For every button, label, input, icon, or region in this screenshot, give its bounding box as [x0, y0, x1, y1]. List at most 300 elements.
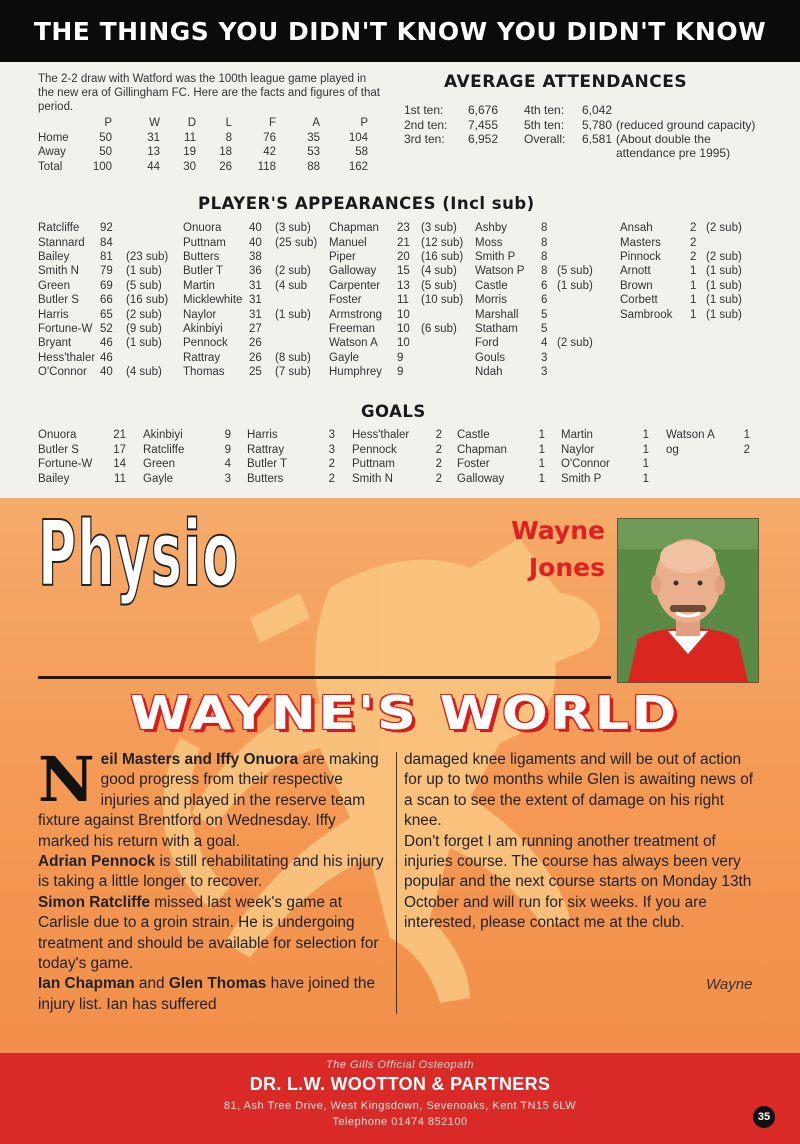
- appearance-row: [329, 250, 485, 264]
- record-table: [38, 116, 368, 174]
- appearance-count: 8: [541, 265, 548, 278]
- goal-count: 1: [642, 443, 649, 456]
- appearances-column: [329, 221, 485, 379]
- appearance-row: [38, 293, 196, 307]
- goals-column: [561, 428, 649, 486]
- appearance-count: 23: [397, 222, 410, 235]
- record-header-cell: [38, 116, 82, 131]
- record-cell: 104: [348, 131, 368, 144]
- bold-names: eil Masters and Iffy Onuora: [100, 751, 299, 768]
- appearance-row: [38, 307, 196, 321]
- appearance-row: [329, 264, 485, 278]
- article-paragraph: Don't forget I am running another treatment of injuries course. The course has always been very popular and the next course starts on Monday 13th October and will run for six weeks. If you are interested, please contact me at the club.: [404, 832, 752, 932]
- sub-count: [275, 336, 337, 350]
- goal-count: 2: [435, 458, 442, 471]
- sub-count: (6 sub): [421, 322, 457, 335]
- player-name: Armstrong: [329, 308, 383, 321]
- appearance-count: 69: [100, 279, 113, 292]
- record-header-cell: W: [149, 117, 160, 130]
- appearance-count: 20: [397, 250, 410, 263]
- heading-rule: [38, 676, 611, 679]
- scorer-name: Watson A: [666, 429, 715, 442]
- record-cell: 18: [219, 146, 232, 159]
- record-cell: Home: [38, 131, 69, 144]
- player-name: Ratcliffe: [38, 222, 80, 235]
- appearance-row: [329, 293, 485, 307]
- goal-row: [561, 443, 649, 458]
- player-name: Humphrey: [329, 366, 383, 379]
- scorer-name: Harris: [247, 429, 278, 442]
- player-name: Freeman: [329, 322, 376, 335]
- appearance-row: [183, 250, 337, 264]
- goal-count: 1: [743, 429, 750, 442]
- player-name: Onuora: [183, 222, 222, 235]
- appearance-count: 38: [249, 250, 262, 263]
- player-name: Martin: [183, 279, 215, 292]
- sub-count: [557, 221, 621, 235]
- appearance-count: 31: [249, 279, 262, 292]
- appearance-count: 8: [541, 222, 548, 235]
- goal-count: 1: [538, 472, 545, 485]
- appearance-count: 3: [541, 366, 548, 379]
- article-left-column: [38, 743, 386, 1015]
- goal-row: [666, 428, 750, 443]
- record-cell: 44: [147, 160, 160, 173]
- appearance-count: 5: [541, 322, 548, 335]
- goal-row: [457, 472, 545, 487]
- article-paragraph: [38, 974, 386, 1015]
- goal-count: 2: [328, 472, 335, 485]
- appearance-count: 21: [397, 236, 410, 249]
- appearance-row: [329, 221, 485, 235]
- attendance-cell: 4th ten:: [524, 103, 565, 117]
- bold-names: Glen Thomas: [168, 975, 267, 993]
- attendance-cell: (reduced ground capacity): [616, 117, 756, 132]
- appearance-row: [38, 336, 196, 350]
- record-header-cell: P: [360, 117, 368, 130]
- appearance-count: 31: [249, 308, 262, 321]
- record-row: [38, 131, 368, 146]
- signature: Wayne: [706, 976, 753, 993]
- sub-count: [557, 365, 621, 379]
- appearance-row: [329, 336, 485, 350]
- player-name: Pennock: [183, 337, 228, 350]
- appearance-count: 1: [690, 279, 697, 292]
- goal-count: 1: [642, 458, 649, 471]
- player-name: Ford: [475, 337, 499, 350]
- player-name: Watson P: [475, 265, 525, 278]
- goal-row: [561, 457, 649, 472]
- appearance-row: [620, 235, 770, 249]
- scorer-name: Green: [143, 458, 175, 471]
- sub-count: [557, 307, 621, 321]
- record-cell: 162: [348, 160, 368, 173]
- record-row: [38, 145, 368, 160]
- sub-count: [275, 322, 337, 336]
- appearance-row: [183, 351, 337, 365]
- appearance-row: [475, 279, 621, 293]
- appearance-row: [329, 307, 485, 321]
- player-name: Rattray: [183, 351, 221, 364]
- appearance-row: [329, 235, 485, 249]
- goals-column: [666, 428, 750, 457]
- player-name: Statham: [475, 322, 518, 335]
- appearance-count: 3: [541, 351, 548, 364]
- scorer-name: Foster: [457, 458, 490, 471]
- footer-company-name: DR. L.W. WOOTTON & PARTNERS: [249, 1074, 551, 1094]
- scorer-name: Ratcliffe: [143, 443, 185, 456]
- goals-column: [457, 428, 545, 486]
- appearance-row: [620, 293, 770, 307]
- goal-row: [143, 443, 231, 458]
- goal-row: [457, 457, 545, 472]
- scorer-name: og: [666, 443, 679, 456]
- scorer-name: Akinbiyi: [143, 429, 183, 442]
- paragraph-text: missed last week's game at Carlisle due to a groin strain. He is undergoing treatment and should be available for selection for today's game.: [38, 893, 379, 973]
- bold-names: Ian Chapman: [38, 975, 135, 993]
- scorer-name: Bailey: [38, 472, 70, 485]
- record-cell: 8: [225, 131, 232, 144]
- goal-count: 1: [538, 443, 545, 456]
- record-cell: 118: [257, 160, 276, 173]
- appearance-row: [475, 307, 621, 321]
- appearance-row: [329, 365, 485, 379]
- record-header-cell: P: [104, 117, 112, 130]
- scorer-name: Puttnam: [352, 458, 395, 471]
- appearance-count: 36: [249, 265, 262, 278]
- column-title: WAYNE'S WORLD: [130, 686, 679, 740]
- appearance-row: [183, 264, 337, 278]
- appearance-count: 31: [249, 294, 262, 307]
- attendance-row: [404, 103, 766, 118]
- appearance-count: 8: [541, 236, 548, 249]
- appearance-row: [38, 365, 196, 379]
- goal-row: [561, 428, 649, 443]
- goal-count: 2: [743, 443, 750, 456]
- appearance-count: 66: [100, 294, 113, 307]
- sub-count: (4 sub): [421, 265, 457, 278]
- sub-count: (5 sub): [557, 265, 593, 278]
- appearance-count: 1: [690, 294, 697, 307]
- record-cell: 50: [99, 131, 112, 144]
- paragraph-text: and: [134, 975, 169, 993]
- appearance-count: 2: [690, 222, 697, 235]
- footer-telephone: Telephone 01474 852100: [332, 1116, 468, 1128]
- appearance-row: [620, 264, 770, 278]
- appearance-row: [38, 221, 196, 235]
- player-name: Piper: [329, 250, 356, 263]
- record-cell: 53: [307, 146, 320, 159]
- player-name: Masters: [620, 236, 661, 249]
- sub-count: (16 sub): [421, 250, 464, 263]
- attendance-cell: 5,780: [582, 117, 613, 132]
- scorer-name: Martin: [561, 429, 593, 442]
- record-cell: 100: [92, 160, 112, 173]
- player-name: Foster: [329, 294, 362, 307]
- attendance-cell: 5th ten:: [524, 117, 565, 132]
- page-number: 35: [753, 1106, 775, 1128]
- appearance-count: 5: [541, 308, 548, 321]
- sub-count: (10 sub): [421, 294, 464, 307]
- player-name: Galloway: [329, 265, 377, 278]
- scorer-name: Smith P: [561, 472, 602, 485]
- appearances-column: [183, 221, 337, 379]
- attendance-cell: 1st ten:: [404, 103, 444, 117]
- goal-count: 3: [328, 443, 335, 456]
- record-row: [38, 160, 368, 175]
- sub-count: [557, 250, 621, 264]
- record-header-cell: D: [187, 117, 196, 130]
- scorer-name: Butters: [247, 472, 284, 485]
- appearance-row: [38, 250, 196, 264]
- goal-count: 1: [642, 429, 649, 442]
- sub-count: (1 sub): [706, 294, 742, 307]
- paragraph-text: are making good progress from their respective injuries and played in the reserve team fixture against Brentford on Wednesday. Iffy marked his return with a goal.: [38, 751, 379, 850]
- sub-count: (7 sub): [275, 366, 311, 379]
- column-divider: [396, 752, 397, 1014]
- record-header-row: [38, 116, 368, 131]
- appearance-row: [183, 279, 337, 293]
- goal-row: [352, 443, 442, 458]
- player-name: Watson A: [329, 337, 378, 350]
- player-name: Green: [38, 279, 70, 292]
- drop-cap: N: [38, 743, 95, 816]
- header-banner: [0, 0, 800, 62]
- record-header-cell: F: [268, 117, 276, 130]
- goal-row: [38, 443, 126, 458]
- sub-count: (3 sub): [421, 222, 457, 235]
- record-cell: 35: [307, 131, 320, 144]
- scorer-name: Naylor: [561, 443, 595, 456]
- sub-count: (23 sub): [126, 250, 169, 263]
- sub-count: [557, 293, 621, 307]
- sub-count: (2 sub): [275, 265, 311, 278]
- appearance-row: [38, 235, 196, 249]
- sub-count: (5 sub): [421, 279, 457, 292]
- sub-count: (4 sub: [275, 279, 307, 292]
- appearance-count: 26: [249, 337, 262, 350]
- appearance-count: 84: [100, 236, 113, 249]
- appearance-count: 11: [397, 294, 409, 307]
- goal-count: 2: [435, 443, 442, 456]
- appearance-row: [38, 264, 196, 278]
- goal-count: 9: [224, 443, 231, 456]
- player-name: Harris: [38, 308, 69, 321]
- attendance-cell: (About double the attendance pre 1995): [616, 132, 731, 160]
- player-name: Micklewhite: [183, 294, 243, 307]
- appearance-row: [329, 322, 485, 336]
- sub-count: (2 sub): [126, 308, 162, 321]
- sub-count: (1 sub): [706, 265, 742, 278]
- goals-column: [38, 428, 126, 486]
- article-paragraph: [38, 893, 386, 975]
- sub-count: (1 sub): [126, 337, 162, 350]
- scorer-name: Rattray: [247, 443, 285, 456]
- record-cell: 42: [263, 146, 276, 159]
- appearance-count: 79: [100, 265, 113, 278]
- goal-count: 21: [113, 429, 126, 442]
- scorer-name: O'Connor: [561, 458, 610, 471]
- player-name: Gayle: [329, 351, 360, 364]
- goal-count: 3: [328, 429, 335, 442]
- goal-count: 2: [328, 458, 335, 471]
- appearance-count: 27: [249, 322, 262, 335]
- appearance-row: [620, 279, 770, 293]
- player-name: Gouls: [475, 351, 506, 364]
- goal-count: 11: [114, 472, 126, 485]
- goal-row: [457, 428, 545, 443]
- player-name: O'Connor: [38, 366, 87, 379]
- goal-row: [247, 457, 335, 472]
- record-cell: 50: [99, 146, 112, 159]
- appearance-row: [183, 293, 337, 307]
- player-name: Pinnock: [620, 250, 661, 263]
- scorer-name: Pennock: [352, 443, 397, 456]
- sub-count: (8 sub): [275, 351, 311, 364]
- player-name: Brown: [620, 279, 653, 292]
- sub-count: (1 sub): [706, 279, 742, 292]
- sub-count: (1 sub): [126, 265, 162, 278]
- goal-count: 14: [113, 458, 126, 471]
- attendance-cell: 6,676: [468, 103, 499, 117]
- scorer-name: Hess'thaler: [352, 429, 410, 442]
- attendance-cell: [616, 103, 766, 118]
- player-name: Butler T: [183, 265, 224, 278]
- paragraph-text: is still rehabilitating and his injury is taking a little longer to recover.: [38, 853, 384, 891]
- goals-title: GOALS: [361, 402, 426, 421]
- appearance-row: [183, 221, 337, 235]
- player-name: Chapman: [329, 222, 379, 235]
- name-last: Jones: [528, 553, 605, 582]
- attendance-cell: 6,042: [582, 103, 613, 117]
- record-cell: 11: [184, 131, 196, 144]
- record-cell: 26: [219, 160, 232, 173]
- player-name: Fortune-W: [38, 322, 93, 335]
- appearance-row: [475, 250, 621, 264]
- appearance-count: 40: [249, 222, 262, 235]
- appearance-row: [475, 264, 621, 278]
- appearance-row: [475, 235, 621, 249]
- attendance-row: [404, 132, 766, 160]
- goal-row: [38, 428, 126, 443]
- scorer-name: Fortune-W: [38, 458, 93, 471]
- appearance-row: [620, 250, 770, 264]
- appearance-count: 4: [541, 337, 548, 350]
- appearance-row: [183, 307, 337, 321]
- goal-row: [352, 457, 442, 472]
- goal-row: [143, 428, 231, 443]
- player-name: Stannard: [38, 236, 85, 249]
- scorer-name: Gayle: [143, 472, 174, 485]
- player-name: Naylor: [183, 308, 217, 321]
- appearance-count: 6: [541, 279, 548, 292]
- scorer-name: Galloway: [457, 472, 505, 485]
- sub-count: (1 sub): [557, 279, 593, 292]
- appearance-count: 10: [397, 308, 410, 321]
- appearance-row: [183, 365, 337, 379]
- sub-count: (1 sub): [275, 308, 311, 321]
- page-title: THE THINGS YOU DIDN'T KNOW YOU DIDN'T KNOW: [33, 16, 767, 46]
- goal-count: 2: [435, 472, 442, 485]
- appearance-count: 15: [397, 265, 410, 278]
- appearance-count: 2: [690, 236, 697, 249]
- appearance-row: [620, 307, 770, 321]
- paragraph-text: have joined the injury list. Ian has suffered: [38, 975, 376, 1013]
- appearance-row: [183, 322, 337, 336]
- appearance-count: 81: [100, 250, 113, 263]
- player-name: Bryant: [38, 337, 72, 350]
- appearance-count: 65: [100, 308, 113, 321]
- goal-row: [352, 428, 442, 443]
- sub-count: (3 sub): [275, 222, 311, 235]
- appearance-row: [475, 221, 621, 235]
- attendance-cell: 6,581: [582, 132, 613, 146]
- player-name: Arnott: [620, 265, 651, 278]
- appearance-count: 46: [100, 351, 113, 364]
- goal-row: [247, 428, 335, 443]
- appearance-row: [475, 365, 621, 379]
- appearance-row: [183, 336, 337, 350]
- goal-row: [247, 443, 335, 458]
- record-cell: 19: [183, 146, 196, 159]
- attendance-row: [404, 118, 766, 133]
- appearance-row: [38, 322, 196, 336]
- scorer-name: Butler S: [38, 443, 79, 456]
- appearance-count: 9: [397, 351, 404, 364]
- goal-count: 17: [113, 443, 126, 456]
- player-name: Morris: [475, 294, 507, 307]
- sub-count: (5 sub): [126, 279, 162, 292]
- appearances-column: [475, 221, 621, 379]
- goal-row: [38, 472, 126, 487]
- player-name: Corbett: [620, 294, 658, 307]
- appearance-row: [475, 322, 621, 336]
- appearances-title: PLAYER'S APPEARANCES (Incl sub): [198, 194, 535, 213]
- sub-count: (12 sub): [421, 236, 464, 249]
- sub-count: (2 sub): [706, 250, 742, 263]
- record-header-cell: L: [225, 117, 232, 130]
- sub-count: [706, 235, 770, 249]
- player-name: Akinbiyi: [183, 322, 223, 335]
- record-cell: 30: [183, 160, 196, 173]
- player-name: Ashby: [475, 222, 507, 235]
- attendance-cell: 6,952: [468, 132, 499, 146]
- scorer-name: Onuora: [38, 429, 77, 442]
- physio-heading: Physio: [38, 502, 240, 607]
- player-name: Butler S: [38, 294, 79, 307]
- sub-count: (4 sub): [126, 366, 162, 379]
- goal-row: [247, 472, 335, 487]
- footer-advert: [0, 1053, 800, 1144]
- sub-count: (1 sub): [706, 308, 742, 321]
- scorer-name: Castle: [457, 429, 490, 442]
- record-cell: 88: [307, 160, 320, 173]
- sub-count: (25 sub): [275, 236, 318, 249]
- goal-row: [352, 472, 442, 487]
- appearance-count: 1: [690, 308, 697, 321]
- player-name: Ansah: [620, 222, 653, 235]
- wayne-jones-photo: [617, 518, 759, 683]
- player-name: Smith N: [38, 265, 79, 278]
- appearance-count: 52: [100, 322, 113, 335]
- attendance-cell: Overall:: [524, 132, 566, 146]
- sub-count: [275, 250, 337, 264]
- appearance-count: 1: [690, 265, 697, 278]
- attendance-cell: 3rd ten:: [404, 132, 445, 146]
- player-name: Marshall: [475, 308, 519, 321]
- player-name: Puttnam: [183, 236, 226, 249]
- sub-count: [275, 293, 337, 307]
